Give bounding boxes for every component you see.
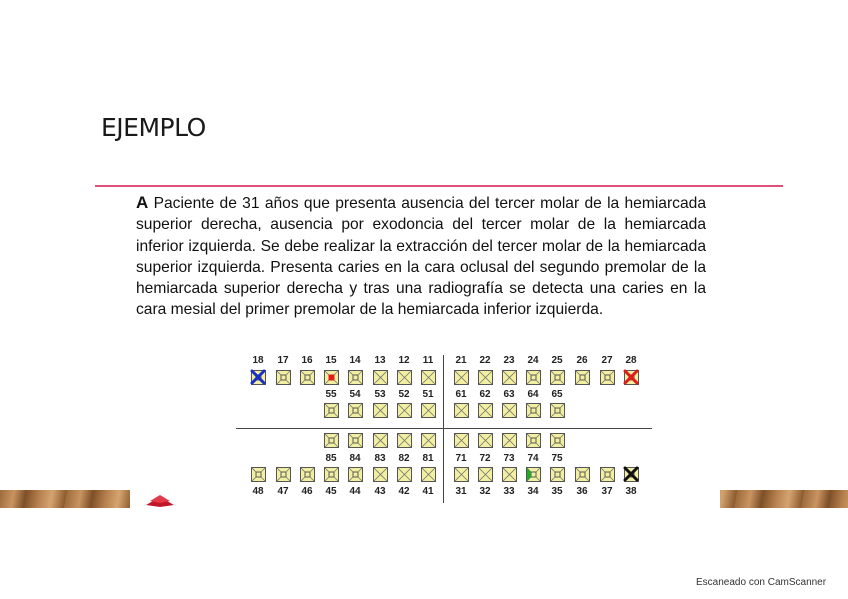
tooth-33[interactable]: [502, 467, 517, 482]
tooth-37[interactable]: [600, 467, 615, 482]
midline-vertical: [443, 355, 444, 503]
tooth-35[interactable]: [550, 467, 565, 482]
tooth-number-16: 16: [301, 355, 313, 366]
tooth-21[interactable]: [454, 370, 469, 385]
tooth-number-45: 45: [325, 486, 337, 497]
tooth-number-71: 71: [455, 453, 467, 464]
tooth-53[interactable]: [373, 403, 388, 418]
tooth-number-44: 44: [349, 486, 361, 497]
tooth-number-36: 36: [576, 486, 588, 497]
tooth-number-21: 21: [455, 355, 467, 366]
tooth-number-26: 26: [576, 355, 588, 366]
tooth-81[interactable]: [421, 433, 436, 448]
tooth-number-33: 33: [503, 486, 515, 497]
tooth-number-43: 43: [374, 486, 386, 497]
tooth-75[interactable]: [550, 433, 565, 448]
tooth-61[interactable]: [454, 403, 469, 418]
tooth-36[interactable]: [575, 467, 590, 482]
tooth-25[interactable]: [550, 370, 565, 385]
tooth-71[interactable]: [454, 433, 469, 448]
tooth-54[interactable]: [348, 403, 363, 418]
tooth-number-11: 11: [422, 355, 434, 366]
tooth-34[interactable]: [526, 467, 541, 482]
tooth-11[interactable]: [421, 370, 436, 385]
tooth-number-85: 85: [325, 453, 337, 464]
tooth-number-18: 18: [252, 355, 264, 366]
publisher-logo-icon: [146, 493, 174, 507]
scanner-watermark: Escaneado con CamScanner: [696, 577, 827, 588]
tooth-number-41: 41: [422, 486, 434, 497]
tooth-72[interactable]: [478, 433, 493, 448]
tooth-number-32: 32: [479, 486, 491, 497]
tooth-45[interactable]: [324, 467, 339, 482]
tooth-number-17: 17: [277, 355, 289, 366]
tooth-number-23: 23: [503, 355, 515, 366]
tooth-number-81: 81: [422, 453, 434, 464]
tooth-number-14: 14: [349, 355, 361, 366]
tooth-41[interactable]: [421, 467, 436, 482]
tooth-number-51: 51: [422, 389, 434, 400]
tooth-number-31: 31: [455, 486, 467, 497]
tooth-22[interactable]: [478, 370, 493, 385]
tooth-83[interactable]: [373, 433, 388, 448]
tooth-number-15: 15: [325, 355, 337, 366]
occlusal-plane-line: [236, 428, 652, 429]
tooth-31[interactable]: [454, 467, 469, 482]
tooth-number-74: 74: [527, 453, 539, 464]
tooth-44[interactable]: [348, 467, 363, 482]
tooth-number-47: 47: [277, 486, 289, 497]
tooth-52[interactable]: [397, 403, 412, 418]
tooth-number-62: 62: [479, 389, 491, 400]
tooth-number-24: 24: [527, 355, 539, 366]
tooth-number-27: 27: [601, 355, 613, 366]
tooth-55[interactable]: [324, 403, 339, 418]
tooth-number-22: 22: [479, 355, 491, 366]
tooth-73[interactable]: [502, 433, 517, 448]
tooth-number-54: 54: [349, 389, 361, 400]
black-x-mark-icon: [623, 466, 639, 482]
tooth-number-84: 84: [349, 453, 361, 464]
tooth-number-48: 48: [252, 486, 264, 497]
tooth-number-53: 53: [374, 389, 386, 400]
tooth-63[interactable]: [502, 403, 517, 418]
tooth-number-64: 64: [527, 389, 539, 400]
tooth-46[interactable]: [300, 467, 315, 482]
tooth-17[interactable]: [276, 370, 291, 385]
tooth-number-46: 46: [301, 486, 313, 497]
tooth-number-28: 28: [625, 355, 637, 366]
tooth-43[interactable]: [373, 467, 388, 482]
red-x-mark-icon: [623, 369, 639, 385]
tooth-64[interactable]: [526, 403, 541, 418]
tooth-26[interactable]: [575, 370, 590, 385]
case-description: [136, 192, 706, 321]
tooth-42[interactable]: [397, 467, 412, 482]
tooth-48[interactable]: [251, 467, 266, 482]
tooth-12[interactable]: [397, 370, 412, 385]
slide-title: EJEMPLO: [101, 113, 206, 142]
tooth-number-38: 38: [625, 486, 637, 497]
tooth-number-52: 52: [398, 389, 410, 400]
tooth-24[interactable]: [526, 370, 541, 385]
tooth-82[interactable]: [397, 433, 412, 448]
tooth-16[interactable]: [300, 370, 315, 385]
tooth-85[interactable]: [324, 433, 339, 448]
tooth-number-25: 25: [551, 355, 563, 366]
case-letter: A: [136, 193, 149, 212]
tooth-32[interactable]: [478, 467, 493, 482]
tooth-14[interactable]: [348, 370, 363, 385]
tooth-13[interactable]: [373, 370, 388, 385]
tooth-number-13: 13: [374, 355, 386, 366]
tooth-27[interactable]: [600, 370, 615, 385]
tooth-62[interactable]: [478, 403, 493, 418]
tooth-number-34: 34: [527, 486, 539, 497]
title-divider: [95, 185, 783, 187]
tooth-number-82: 82: [398, 453, 410, 464]
tooth-number-12: 12: [398, 355, 410, 366]
tooth-number-72: 72: [479, 453, 491, 464]
tooth-number-83: 83: [374, 453, 386, 464]
tooth-number-37: 37: [601, 486, 613, 497]
tooth-65[interactable]: [550, 403, 565, 418]
tooth-number-65: 65: [551, 389, 563, 400]
tooth-number-61: 61: [455, 389, 467, 400]
tooth-84[interactable]: [348, 433, 363, 448]
blue-x-mark-icon: [250, 369, 266, 385]
tooth-74[interactable]: [526, 433, 541, 448]
tooth-number-42: 42: [398, 486, 410, 497]
tooth-23[interactable]: [502, 370, 517, 385]
tooth-number-73: 73: [503, 453, 515, 464]
tooth-number-55: 55: [325, 389, 337, 400]
tooth-number-75: 75: [551, 453, 563, 464]
case-text: Paciente de 31 años que presenta ausencia del tercer molar de la hemiarcada superior derecha, ausencia por exodoncia del tercer molar de la hemiarcada inferior izquierda. Se debe realizar la extracción del tercer molar de la hemiarcada superior izquierda. Presenta caries en la cara oclusal del segundo premolar de la hemiarcada superior derecha y tras una radiografía se detecta una caries en la cara mesial del primer premolar de la hemiarcada inferior izquierda.: [136, 195, 706, 319]
tooth-47[interactable]: [276, 467, 291, 482]
tooth-number-35: 35: [551, 486, 563, 497]
tooth-51[interactable]: [421, 403, 436, 418]
tooth-15[interactable]: [324, 370, 339, 385]
tooth-number-63: 63: [503, 389, 515, 400]
